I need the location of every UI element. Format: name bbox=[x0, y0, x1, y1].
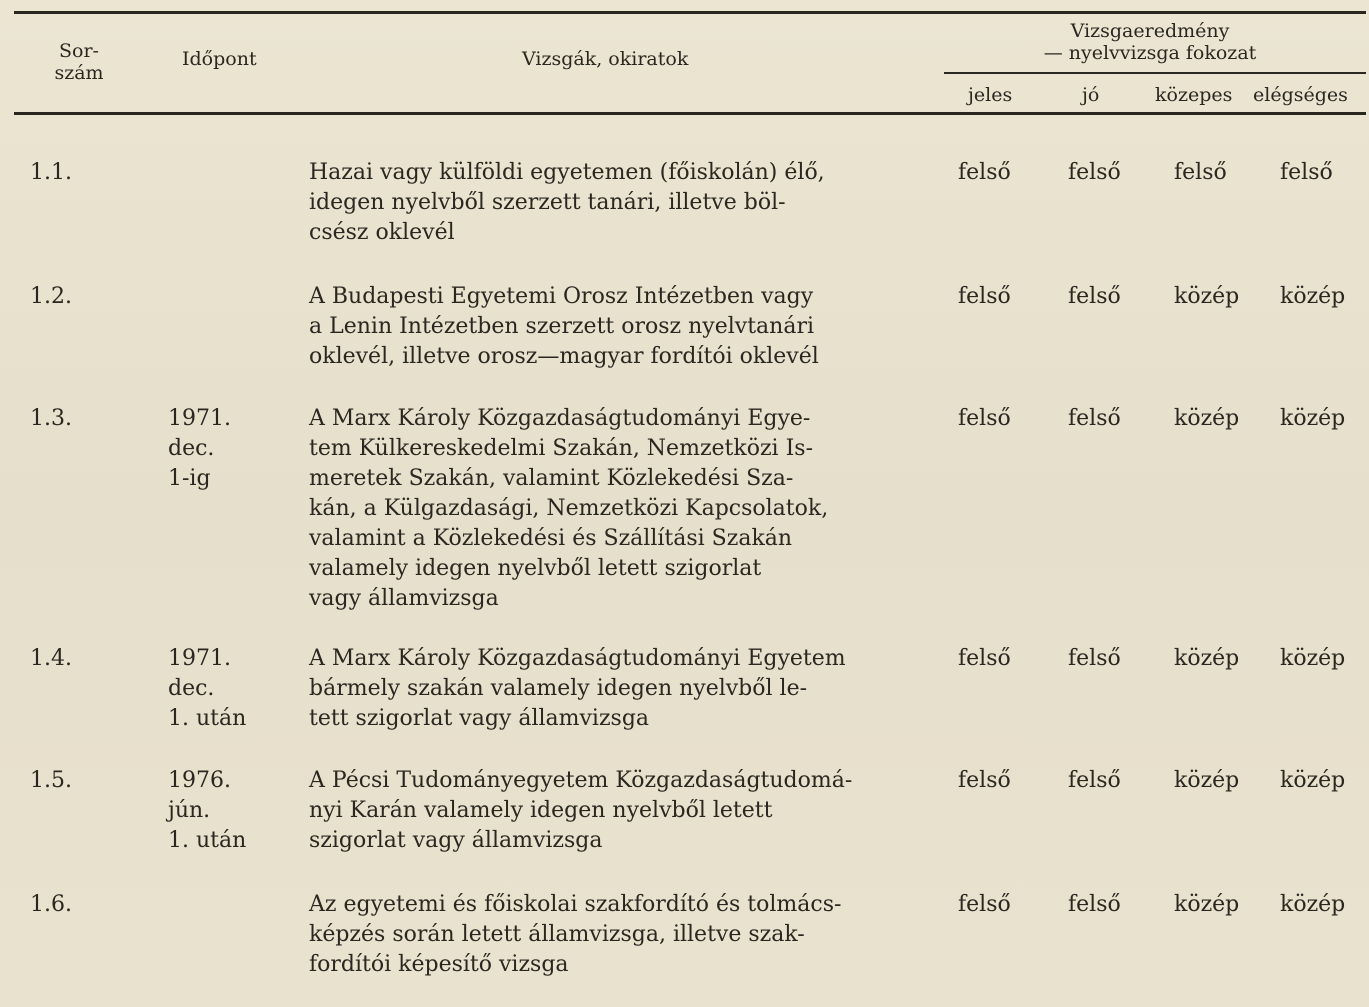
date-line: dec. bbox=[168, 436, 215, 461]
header-grade-kozepes: közepes bbox=[1155, 84, 1233, 106]
level-jeles: felső bbox=[958, 284, 1011, 309]
level-jeles: felső bbox=[958, 160, 1011, 185]
row-description bbox=[309, 890, 929, 980]
desc-line: tett szigorlat vagy államvizsga bbox=[309, 706, 650, 731]
level-kozepes: közép bbox=[1174, 284, 1240, 309]
level-elegseges: közép bbox=[1280, 284, 1346, 309]
level-elegseges: közép bbox=[1280, 406, 1346, 431]
date-line: dec. bbox=[168, 676, 215, 701]
header-grade-jeles: jeles bbox=[968, 84, 1013, 106]
desc-line: meretek Szakán, valamint Közlekedési Sza- bbox=[309, 466, 794, 491]
header-grade-elegseges: elégséges bbox=[1253, 84, 1348, 106]
desc-line: A Budapesti Egyetemi Orosz Intézetben vagy bbox=[309, 284, 814, 309]
row-number: 1.4. bbox=[30, 646, 72, 671]
header-idopont: Időpont bbox=[182, 48, 257, 70]
level-jo: felső bbox=[1068, 646, 1121, 671]
header-sorszam-line1: Sor- bbox=[59, 40, 99, 62]
date-line: 1. után bbox=[168, 706, 247, 731]
desc-line: valamely idegen nyelvből letett szigorlat bbox=[309, 556, 762, 581]
level-jo: felső bbox=[1068, 892, 1121, 917]
desc-line: a Lenin Intézetben szerzett orosz nyelvtanári bbox=[309, 314, 815, 339]
desc-line: A Marx Károly Közgazdaságtudományi Egyetem bbox=[309, 646, 846, 671]
level-elegseges: felső bbox=[1280, 160, 1333, 185]
row-number: 1.6. bbox=[30, 892, 72, 917]
header-sorszam-line2: szám bbox=[54, 62, 104, 84]
desc-line: bármely szakán valamely idegen nyelvből le- bbox=[309, 676, 808, 701]
level-elegseges: közép bbox=[1280, 768, 1346, 793]
desc-line: fordítói képesítő vizsga bbox=[309, 952, 569, 977]
header-grade-jo: jó bbox=[1082, 84, 1100, 106]
desc-line: valamint a Közlekedési és Szállítási Szakán bbox=[309, 526, 793, 551]
row-number: 1.5. bbox=[30, 768, 72, 793]
row-date bbox=[168, 404, 288, 494]
row-number: 1.3. bbox=[30, 406, 72, 431]
header-bottom-rule bbox=[14, 112, 1366, 115]
top-rule bbox=[14, 11, 1366, 14]
date-line: jún. bbox=[168, 798, 211, 823]
level-kozepes: közép bbox=[1174, 768, 1240, 793]
level-jeles: felső bbox=[958, 768, 1011, 793]
row-number: 1.1. bbox=[30, 160, 72, 185]
desc-line: oklevél, illetve orosz—magyar fordítói oklevél bbox=[309, 344, 819, 369]
desc-line: kán, a Külgazdasági, Nemzetközi Kapcsolatok, bbox=[309, 496, 829, 521]
row-description bbox=[309, 766, 929, 856]
row-description bbox=[309, 404, 929, 614]
row-number: 1.2. bbox=[30, 284, 72, 309]
header-vizsgak: Vizsgák, okiratok bbox=[522, 48, 689, 70]
desc-line: nyi Karán valamely idegen nyelvből letett bbox=[309, 798, 773, 823]
desc-line: A Pécsi Tudományegyetem Közgazdaságtudomá- bbox=[309, 768, 853, 793]
row-date bbox=[168, 766, 288, 856]
desc-line: szigorlat vagy államvizsga bbox=[309, 828, 603, 853]
level-jeles: felső bbox=[958, 406, 1011, 431]
desc-line: képzés során letett államvizsga, illetve szak- bbox=[309, 922, 805, 947]
row-date bbox=[168, 644, 288, 734]
header-eredmeny bbox=[990, 20, 1310, 64]
date-line: 1. után bbox=[168, 828, 247, 853]
level-jo: felső bbox=[1068, 160, 1121, 185]
grade-divider-rule bbox=[944, 72, 1366, 74]
level-elegseges: közép bbox=[1280, 892, 1346, 917]
date-line: 1971. bbox=[168, 646, 231, 671]
desc-line: Az egyetemi és főiskolai szakfordító és tolmács- bbox=[309, 892, 842, 917]
desc-line: csész oklevél bbox=[309, 220, 455, 245]
desc-line: idegen nyelvből szerzett tanári, illetve böl- bbox=[309, 190, 786, 215]
date-line: 1-ig bbox=[168, 466, 211, 491]
level-kozepes: közép bbox=[1174, 406, 1240, 431]
header-sorszam bbox=[34, 40, 124, 84]
desc-line: tem Külkereskedelmi Szakán, Nemzetközi Is- bbox=[309, 436, 814, 461]
header-eredmeny-line2: — nyelvvizsga fokozat bbox=[1043, 42, 1257, 64]
desc-line: A Marx Károly Közgazdaságtudományi Egye- bbox=[309, 406, 811, 431]
level-elegseges: közép bbox=[1280, 646, 1346, 671]
level-kozepes: közép bbox=[1174, 646, 1240, 671]
date-line: 1976. bbox=[168, 768, 231, 793]
level-kozepes: felső bbox=[1174, 160, 1227, 185]
desc-line: vagy államvizsga bbox=[309, 586, 499, 611]
level-jo: felső bbox=[1068, 284, 1121, 309]
level-jeles: felső bbox=[958, 646, 1011, 671]
row-description bbox=[309, 644, 929, 734]
date-line: 1971. bbox=[168, 406, 231, 431]
desc-line: Hazai vagy külföldi egyetemen (főiskolán) élő, bbox=[309, 160, 825, 185]
level-jeles: felső bbox=[958, 892, 1011, 917]
row-description bbox=[309, 282, 929, 372]
level-jo: felső bbox=[1068, 768, 1121, 793]
row-description bbox=[309, 158, 929, 248]
level-kozepes: közép bbox=[1174, 892, 1240, 917]
level-jo: felső bbox=[1068, 406, 1121, 431]
header-eredmeny-line1: Vizsgaeredmény bbox=[1070, 20, 1230, 42]
